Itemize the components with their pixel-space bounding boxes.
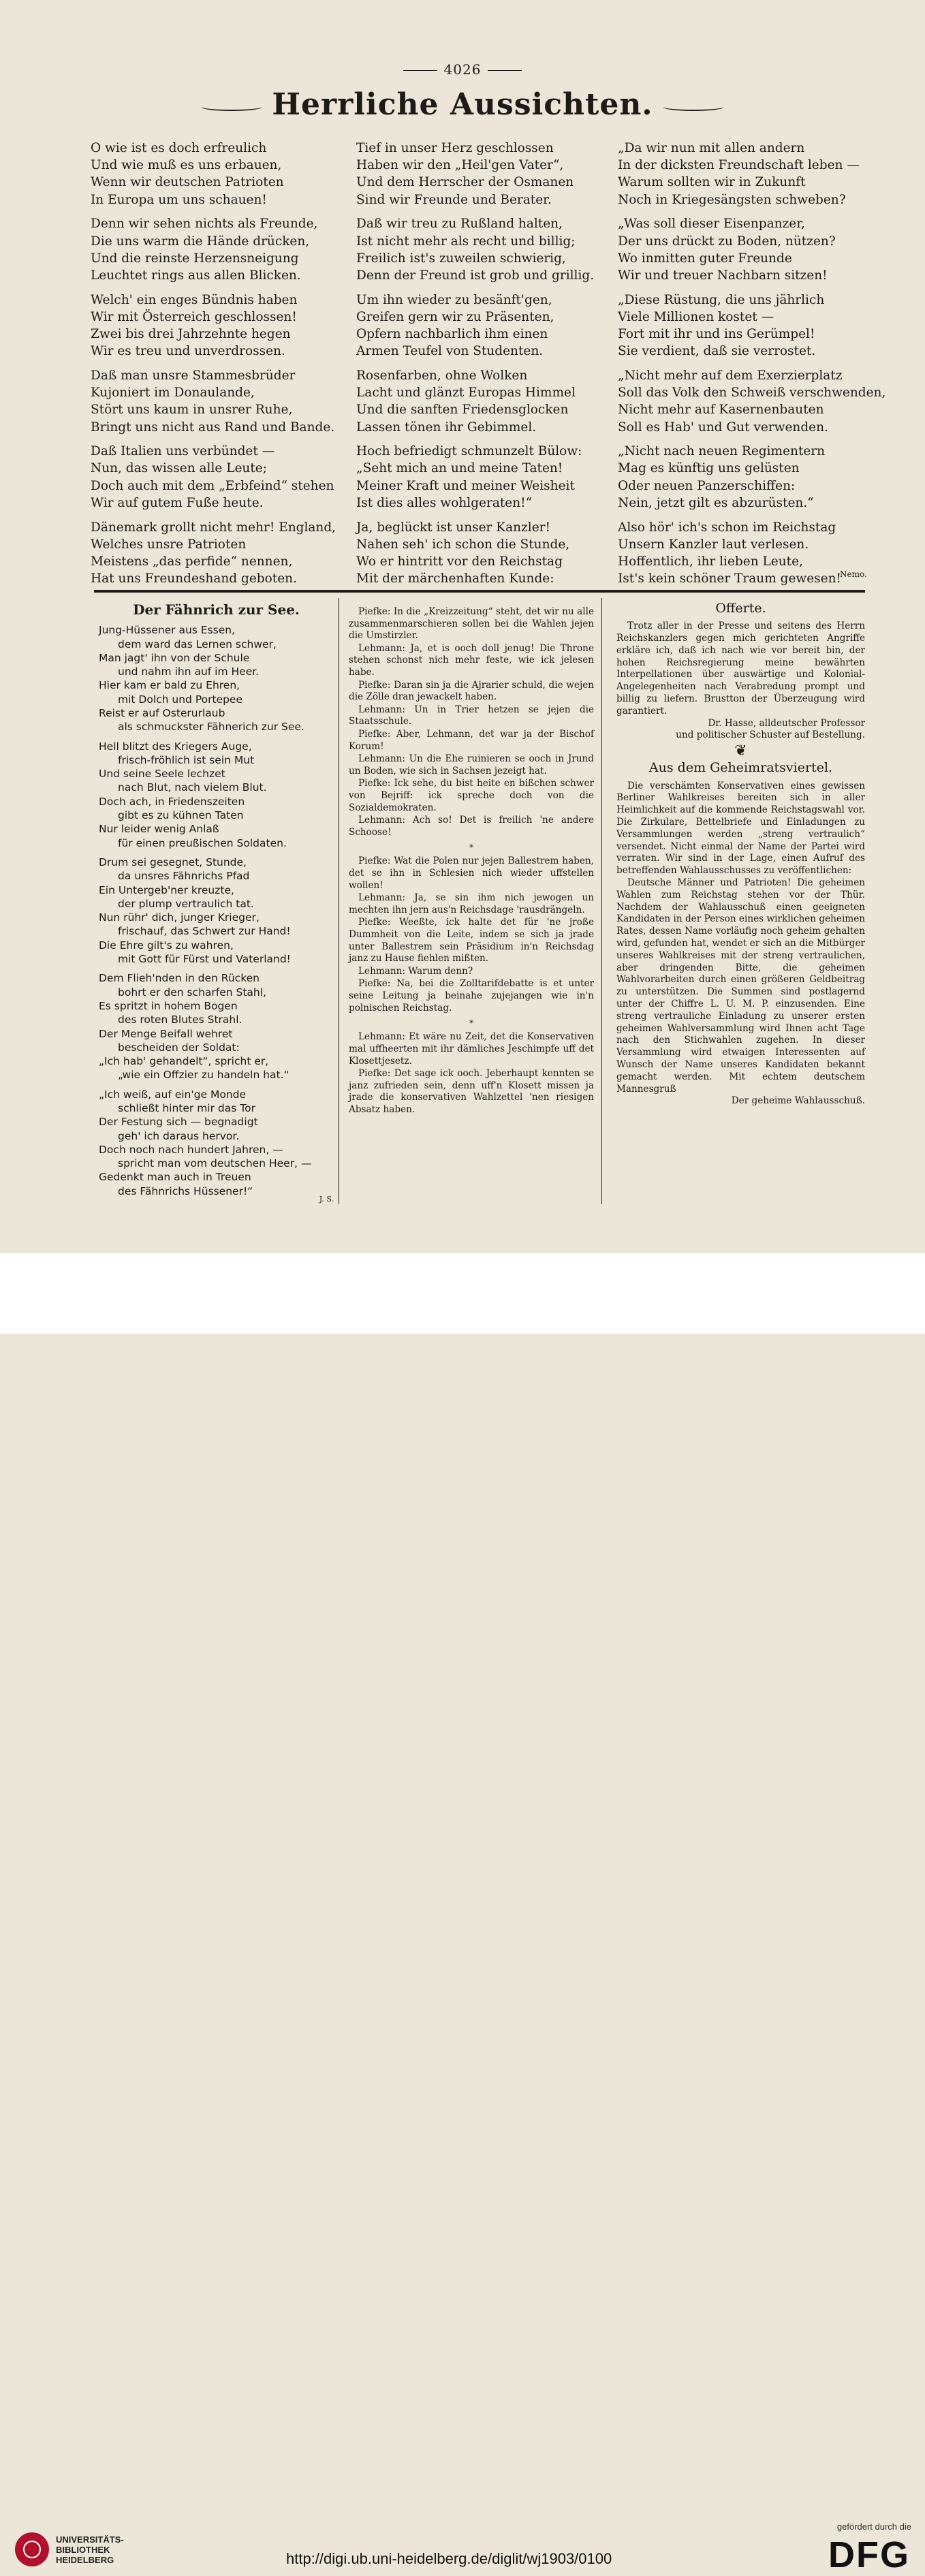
poem-line: Welch' ein enges Bündnis haben bbox=[91, 292, 298, 307]
faehnrich-line: gibt es zu kühnen Taten bbox=[118, 809, 244, 822]
swash-right bbox=[663, 103, 724, 111]
poem-line: Wir und treuer Nachbarn sitzen! bbox=[618, 268, 828, 283]
dialog-paragraph: Piefke: In die „Kreizzeitung“ steht, det wir nu alle zusammenmarschieren sollen bei die Wahlen jejen die Umstirzler. bbox=[349, 606, 594, 642]
poem-line: Warum sollten wir in Zukunft bbox=[618, 175, 806, 190]
poem-line: Meistens „das perfide“ nennen, bbox=[91, 554, 293, 569]
offerte-text: Trotz aller in der Presse und seitens des Herrn Reichskanzlers gegen mich gerichteten Angriffe erkläre ich, daß ich nach wie vor bereit bin, der hohen Reichsregierung meine bewährten Interpellationen über auswärtige und Kolonial-Angelegenheiten nach Verabredung prompt und billig zu liefern. Brustton der Überzeugung wird garantiert. bbox=[616, 621, 865, 717]
section-divider bbox=[94, 590, 865, 593]
poem-column-2 bbox=[356, 140, 594, 595]
poem-line: Wo inmitten guter Freunde bbox=[618, 251, 792, 266]
faehnrich-line: frischauf, das Schwert zur Hand! bbox=[118, 925, 291, 938]
poem-line: In der dicksten Freundschaft leben — bbox=[618, 158, 860, 173]
poem-line: Denn wir sehen nichts als Freunde, bbox=[91, 217, 318, 232]
poem-line: Zwei bis drei Jahrzehnte hegen bbox=[91, 327, 291, 342]
poem-line: Stört uns kaum in unsrer Ruhe, bbox=[91, 403, 293, 418]
funding-note: gefördert durch die bbox=[836, 2522, 911, 2532]
dialog-paragraph: Lehmann: Et wäre nu Zeit, det die Konservativen mal uffheerten mit ihr dämliches Jeschimpfe uff det Klosettjesetz. bbox=[349, 1031, 594, 1067]
poem-line: Lacht und glänzt Europas Himmel bbox=[356, 386, 576, 400]
dialog-separator-1: * bbox=[469, 843, 473, 853]
dialog-paragraph: Piefke: Daran sin ja die Ajrarier schuld, die wejen die Zölle dran jewackelt haben. bbox=[349, 679, 594, 703]
institution-line-1: UNIVERSITÄTS- bbox=[56, 2534, 124, 2545]
poem-line: Nahen seh' ich schon die Stunde, bbox=[356, 537, 570, 552]
faehnrich-line: nach Blut, nach vielem Blut. bbox=[118, 781, 267, 794]
university-seal-icon bbox=[15, 2532, 49, 2566]
poem-stanza bbox=[618, 215, 885, 284]
faehnrich-line: Der Menge Beifall wehret bbox=[99, 1027, 233, 1040]
poem-stanza bbox=[356, 519, 594, 588]
poem-column-1 bbox=[91, 140, 336, 595]
poem-stanza bbox=[91, 215, 336, 284]
faehnrich-stanza bbox=[99, 855, 334, 966]
faehnrich-line: Es spritzt in hohem Bogen bbox=[99, 999, 238, 1012]
faehnrich-line: Jung-Hüssener aus Essen, bbox=[99, 624, 236, 637]
geheimrat-paragraph: Die verschämten Konservativen eines gewissen Berliner Wahlkreises bereiten sich in aller Heimlichkeit auf die kommende Reichstagswahl vor. Die Zirkulare, Bettelbriefe und Einladungen zu Versammlungen werden „streng vertraulich“ versendet. Nicht einmal der Name der Partei wird verraten. Wir sind in der Lage, einen Aufruf des betreffenden Wahlausschusses zu veröffentlichen: bbox=[616, 780, 865, 877]
poem-stanza bbox=[356, 367, 594, 436]
poem-line: Viele Millionen kostet — bbox=[618, 309, 774, 324]
offerte-signature-2: und politischer Schuster auf Bestellung. bbox=[676, 729, 865, 741]
poem-line: „Da wir nun mit allen andern bbox=[618, 141, 805, 155]
poem-line: Der uns drückt zu Boden, nützen? bbox=[618, 234, 836, 249]
poem-line: Soll es Hab' und Gut verwenden. bbox=[618, 420, 828, 435]
poem-line: „Diese Rüstung, die uns jährlich bbox=[618, 292, 825, 307]
poem-line: Und die reinste Herzensneigung bbox=[91, 251, 299, 266]
faehnrich-line: bohrt er den scharfen Stahl, bbox=[118, 986, 266, 999]
poem-line: Meiner Kraft und meiner Weisheit bbox=[356, 478, 575, 493]
poem-stanza bbox=[356, 215, 594, 284]
poem-line: Armen Teufel von Studenten. bbox=[356, 344, 544, 359]
institution-line-3: HEIDELBERG bbox=[56, 2554, 114, 2565]
faehnrich-line: Hier kam er bald zu Ehren, bbox=[99, 679, 240, 692]
poem-stanza bbox=[356, 292, 594, 360]
poem-line: Doch auch mit dem „Erbfeind“ stehen bbox=[91, 478, 334, 493]
poem-line: Und wie muß es uns erbauen, bbox=[91, 158, 282, 173]
dialog-paragraph: Piefke: Aber, Lehmann, det war ja der Bischof Korum! bbox=[349, 728, 594, 752]
poem-stanza bbox=[618, 443, 885, 512]
faehnrich-line: und nahm ihn auf im Heer. bbox=[118, 665, 260, 678]
poem-line: Wir es treu und unverdrossen. bbox=[91, 344, 285, 359]
dialog-paragraph: Lehmann: Warum denn? bbox=[358, 965, 473, 977]
poem-stanza bbox=[356, 443, 594, 512]
faehnrich-line: als schmuckster Fähnerich zur See. bbox=[118, 721, 304, 734]
poem-stanza bbox=[356, 140, 594, 208]
poem-line: Haben wir den „Heil'gen Vater“, bbox=[356, 158, 564, 173]
dialog-paragraph: Lehmann: Ja, se sin ihm nich jewogen un mechten ihn jern aus'n Reichsdage 'rausdrängeln. bbox=[349, 892, 594, 915]
poem-line: Ja, beglückt ist unser Kanzler! bbox=[356, 520, 550, 535]
faehnrich-line: Hell blitzt des Kriegers Auge, bbox=[99, 740, 252, 753]
poem-line: Daß wir treu zu Rußland halten, bbox=[356, 217, 563, 232]
poem-line: Nein, jetzt gilt es abzurüsten.“ bbox=[618, 495, 814, 510]
poem-line: O wie ist es doch erfreulich bbox=[91, 141, 267, 155]
poem-line: „Nicht nach neuen Regimentern bbox=[618, 444, 826, 459]
poem-line: Daß man unsre Stammesbrüder bbox=[91, 368, 296, 383]
poem-stanza bbox=[91, 140, 336, 208]
faehnrich-line: da unsres Fähnrichs Pfad bbox=[118, 870, 250, 883]
faehnrich-line: Nur leider wenig Anlaß bbox=[99, 823, 219, 836]
dialog-paragraph: Piefke: Det sage ick ooch. Jeberhaupt kennten se janz zufrieden sein, denn uff'n Klosett missen ja jrade die konservativen Wahlzettel 'nen riesigen Absatz haben. bbox=[349, 1068, 594, 1115]
faehnrich-line: spricht man vom deutschen Heer, — bbox=[118, 1157, 312, 1170]
faehnrich-poem bbox=[99, 623, 334, 1198]
faehnrich-line: Ein Untergeb'ner kreuzte, bbox=[99, 883, 234, 896]
poem-line: Ist nicht mehr als recht und billig; bbox=[356, 234, 576, 249]
faehnrich-line: Nun rühr' dich, junger Krieger, bbox=[99, 911, 260, 924]
poem-line: Leuchtet rings aus allen Blicken. bbox=[91, 268, 301, 283]
faehnrich-line: Der Festung sich — begnadigt bbox=[99, 1116, 258, 1129]
faehnrich-line: „wie ein Offzier zu handeln hat.“ bbox=[118, 1069, 289, 1082]
poem-line: Kujoniert im Donaulande, bbox=[91, 386, 255, 400]
poem-line: Fort mit ihr und ins Gerümpel! bbox=[618, 327, 815, 342]
offerte-title: Offerte. bbox=[715, 601, 766, 616]
poem-line: Rosenfarben, ohne Wolken bbox=[356, 368, 528, 383]
geheimrat-body bbox=[616, 781, 865, 1096]
poem-stanza bbox=[91, 519, 336, 588]
poem-line: Um ihn wieder zu besänft'gen, bbox=[356, 292, 552, 307]
faehnrich-line: schließt hinter mir das Tor bbox=[118, 1102, 255, 1114]
faehnrich-line: geh' ich daraus hervor. bbox=[118, 1129, 240, 1142]
poem-line: Oder neuen Panzerschiffen: bbox=[618, 478, 796, 493]
poem-line: Welches unsre Patrioten bbox=[91, 537, 247, 552]
dialog-paragraph: Lehmann: Ja, et is ooch doll jenug! Die Throne stehen schonst nich mehr feste, wie ick jelesen habe. bbox=[349, 642, 594, 678]
poem-line: In Europa um uns schauen! bbox=[91, 192, 267, 207]
right-column bbox=[616, 599, 865, 1108]
poem-line: Wenn wir deutschen Patrioten bbox=[91, 175, 284, 190]
viewer-footer bbox=[0, 1253, 925, 2575]
faehnrich-line: Die Ehre gilt's zu wahren, bbox=[99, 939, 234, 952]
magazine-page bbox=[0, 0, 925, 1253]
poem-line: Noch in Kriegesängsten schweben? bbox=[618, 192, 846, 207]
dialog-part-3 bbox=[349, 1031, 594, 1116]
poem-line: Dänemark grollt nicht mehr! England, bbox=[91, 520, 336, 535]
faehnrich-line: Drum sei gesegnet, Stunde, bbox=[99, 855, 247, 868]
faehnrich-line: Dem Flieh'nden in den Rücken bbox=[99, 972, 260, 985]
poem-line: Sie verdient, daß sie verrostet. bbox=[618, 344, 816, 359]
column-rule-2 bbox=[601, 598, 602, 1204]
poem-line: Denn der Freund ist grob und grillig. bbox=[356, 268, 595, 283]
dialog-paragraph: Piefke: Na, bei die Zolltarifdebatte is et unter seine Leitung ja beinahe zujejangen wie in'n polnischen Reichstag. bbox=[349, 978, 594, 1014]
poem-stanza bbox=[91, 292, 336, 360]
poem-line: Mit der märchenhaften Kunde: bbox=[356, 571, 554, 586]
poem-line: Unsern Kanzler laut verlesen. bbox=[618, 537, 809, 552]
faehnrich-line: Reist er auf Osterurlaub bbox=[99, 706, 225, 719]
institution-line-2: BIBLIOTHEK bbox=[56, 2544, 110, 2555]
poem-line: „Nicht mehr auf dem Exerzierplatz bbox=[618, 368, 843, 383]
poem-stanza bbox=[618, 140, 885, 208]
poem-column-3 bbox=[618, 140, 885, 595]
dialog-part-2 bbox=[349, 855, 594, 1014]
poem-line: Wir mit Österreich geschlossen! bbox=[91, 309, 297, 324]
faehnrich-line: Und seine Seele lechzet bbox=[99, 768, 225, 781]
faehnrich-stanza bbox=[99, 623, 334, 734]
poem-line: Daß Italien uns verbündet — bbox=[91, 444, 275, 459]
faehnrich-line: der plump vertraulich tat. bbox=[118, 897, 254, 910]
faehnrich-line: des Fähnrichs Hüssener!“ bbox=[118, 1184, 253, 1197]
faehnrich-line: Doch noch nach hundert Jahren, — bbox=[99, 1143, 283, 1156]
poem-line: Hoch befriedigt schmunzelt Bülow: bbox=[356, 444, 582, 459]
poem-line: Die uns warm die Hände drücken, bbox=[91, 234, 310, 249]
faehnrich-line: Gedenkt man auch in Treuen bbox=[99, 1171, 251, 1184]
faehnrich-column bbox=[99, 599, 334, 1206]
dialog-part-1 bbox=[349, 606, 594, 838]
flower-ornament-icon: ❦ bbox=[734, 742, 747, 760]
poem-line: Lassen tönen ihr Gebimmel. bbox=[356, 420, 537, 435]
poem-line: Freilich ist's zuweilen schwierig, bbox=[356, 251, 566, 266]
poem-line: Ist dies alles wohlgeraten!“ bbox=[356, 495, 533, 510]
poem-line: Also hör' ich's schon im Reichstag bbox=[618, 520, 836, 535]
faehnrich-line: bescheiden der Soldat: bbox=[118, 1041, 240, 1054]
ornament-right bbox=[488, 70, 522, 71]
poem-stanza bbox=[618, 367, 885, 436]
permalink-url[interactable]: http://digi.ub.uni-heidelberg.de/diglit/wj1903/0100 bbox=[286, 2550, 612, 2567]
poem-line: Wir auf gutem Fuße heute. bbox=[91, 495, 264, 510]
poem-line: Mag es künftig uns gelüsten bbox=[618, 461, 800, 476]
poem-stanza bbox=[91, 367, 336, 436]
dialog-paragraph: Lehmann: Un die Ehe ruinieren se ooch in Jrund un Boden, wie sich in Sachsen jezeigt hat. bbox=[349, 753, 594, 776]
faehnrich-line: „Ich weiß, auf ein'ge Monde bbox=[99, 1088, 247, 1101]
faehnrich-line: für einen preußischen Soldaten. bbox=[118, 836, 287, 849]
dialog-separator-2: * bbox=[469, 1018, 473, 1028]
poem-line: Hoffentlich, ihr lieben Leute, bbox=[618, 554, 803, 569]
poem-line: „Was soll dieser Eisenpanzer, bbox=[618, 217, 805, 232]
dialog-paragraph: Lehmann: Un in Trier hetzen se jejen die Staatsschule. bbox=[349, 704, 594, 727]
faehnrich-line: „Ich hab' gehandelt“, spricht er, bbox=[99, 1055, 269, 1068]
faehnrich-stanza bbox=[99, 1088, 334, 1198]
poem-stanza bbox=[91, 443, 336, 512]
poem-line: „Seht mich an und meine Taten! bbox=[356, 461, 563, 476]
poem-line: Tief in unser Herz geschlossen bbox=[356, 141, 554, 155]
faehnrich-line: frisch-fröhlich ist sein Mut bbox=[118, 753, 255, 766]
faehnrich-stanza bbox=[99, 971, 334, 1082]
faehnrich-line: des roten Blutes Strahl. bbox=[118, 1014, 242, 1026]
geheimrat-paragraph: Deutsche Männer und Patrioten! Die geheimen Wahlen zum Reichstag stehen vor der Thür. Nachdem der Wahlausschuß einen geeigneten Kandidaten in der Person eines wirklichen geheimen Rates, dessen Name vorläufig noch geheim gehalten wird, gefunden hat, wendet er sich an die Mitbürger unseres Wahlkreises mit der streng vertraulichen, aber dringenden Bitte, die geheimen Wahlvorarbeiten durch einen größeren Geldbeitrag zu unterstützen. Die Summen sind postlagernd unter der Chiffre L. U. M. P. einzusenden. Eine streng vertrauliche Einladung zu unserer ersten geheimen Wahlversammlung wird Ihnen acht Tage nach den Stichwahlen zugehen. In dieser Versammlung wird etwaigen Interessenten auf Wunsch der Name unseres Kandidaten bekannt gemacht werden. Mit echtem deutschem Mannesgruß bbox=[616, 877, 865, 1095]
poem-line: Nicht mehr auf Kasernenbauten bbox=[618, 403, 824, 418]
poem-line: Opfern nachbarlich ihm einen bbox=[356, 327, 548, 342]
poem-line: Wo er hintritt vor den Reichstag bbox=[356, 554, 563, 569]
swash-left bbox=[201, 103, 262, 111]
faehnrich-line: Doch ach, in Friedenszeiten bbox=[99, 795, 245, 808]
offerte-signature-1: Dr. Hasse, alldeutscher Professor bbox=[708, 717, 865, 729]
dialog-paragraph: Lehmann: Ach so! Det is freilich 'ne andere Schoose! bbox=[349, 815, 594, 838]
poem-line: Soll das Volk den Schweiß verschwenden, bbox=[618, 386, 886, 400]
dialog-paragraph: Piefke: Ick sehe, du bist heite en bißchen schwer von Bejriff: ick spreche doch von die Sozialdemokraten. bbox=[349, 778, 594, 813]
poem-line: Und die sanften Friedensglocken bbox=[356, 403, 569, 418]
dfg-logo[interactable]: DFG bbox=[828, 2534, 910, 2575]
library-logo[interactable] bbox=[15, 2532, 124, 2566]
poem-line: Und dem Herrscher der Osmanen bbox=[356, 175, 574, 190]
dialog-paragraph: Piefke: Weeßte, ick halte det für 'ne jroße Dummheit von die Leite, indem se sich ja jrade unter Ballestrem sein Präsidium in'n Reichsdag janz zu Hause fiehlen mißten. bbox=[349, 917, 594, 964]
page-number: 4026 bbox=[0, 61, 925, 78]
poem-line: Hat uns Freundeshand geboten. bbox=[91, 571, 297, 586]
geheimrat-title: Aus dem Geheimratsviertel. bbox=[648, 760, 833, 776]
poem-title: Herrliche Aussichten. bbox=[0, 87, 925, 122]
dialog-column bbox=[349, 606, 594, 1117]
poem-line: Sind wir Freunde und Berater. bbox=[356, 192, 552, 207]
poem-line: Bringt uns nicht aus Rand und Bande. bbox=[91, 420, 335, 435]
poem-line: Greifen gern wir zu Präsenten, bbox=[356, 309, 554, 324]
faehnrich-line: mit Gott für Fürst und Vaterland! bbox=[118, 953, 291, 966]
faehnrich-stanza bbox=[99, 740, 334, 850]
poem-signature: Nemo. bbox=[840, 569, 867, 579]
faehnrich-line: mit Dolch und Portepee bbox=[118, 693, 242, 706]
poem-stanza bbox=[618, 292, 885, 360]
poem-line: Ist's kein schöner Traum gewesen! bbox=[618, 571, 841, 586]
ornament-left bbox=[403, 70, 437, 71]
geheimrat-signature: Der geheime Wahlausschuß. bbox=[731, 1095, 865, 1107]
faehnrich-title: Der Fähnrich zur See. bbox=[133, 601, 300, 618]
poem-line: Nun, das wissen alle Leute; bbox=[91, 461, 267, 476]
faehnrich-line: Man jagt' ihn von der Schule bbox=[99, 651, 250, 664]
faehnrich-signature: J. S. bbox=[319, 1195, 334, 1204]
dialog-paragraph: Piefke: Wat die Polen nur jejen Ballestrem haben, det se ihn in Schlesien nich wieder uffstellen wollen! bbox=[349, 855, 594, 891]
faehnrich-line: dem ward das Lernen schwer, bbox=[118, 638, 277, 650]
